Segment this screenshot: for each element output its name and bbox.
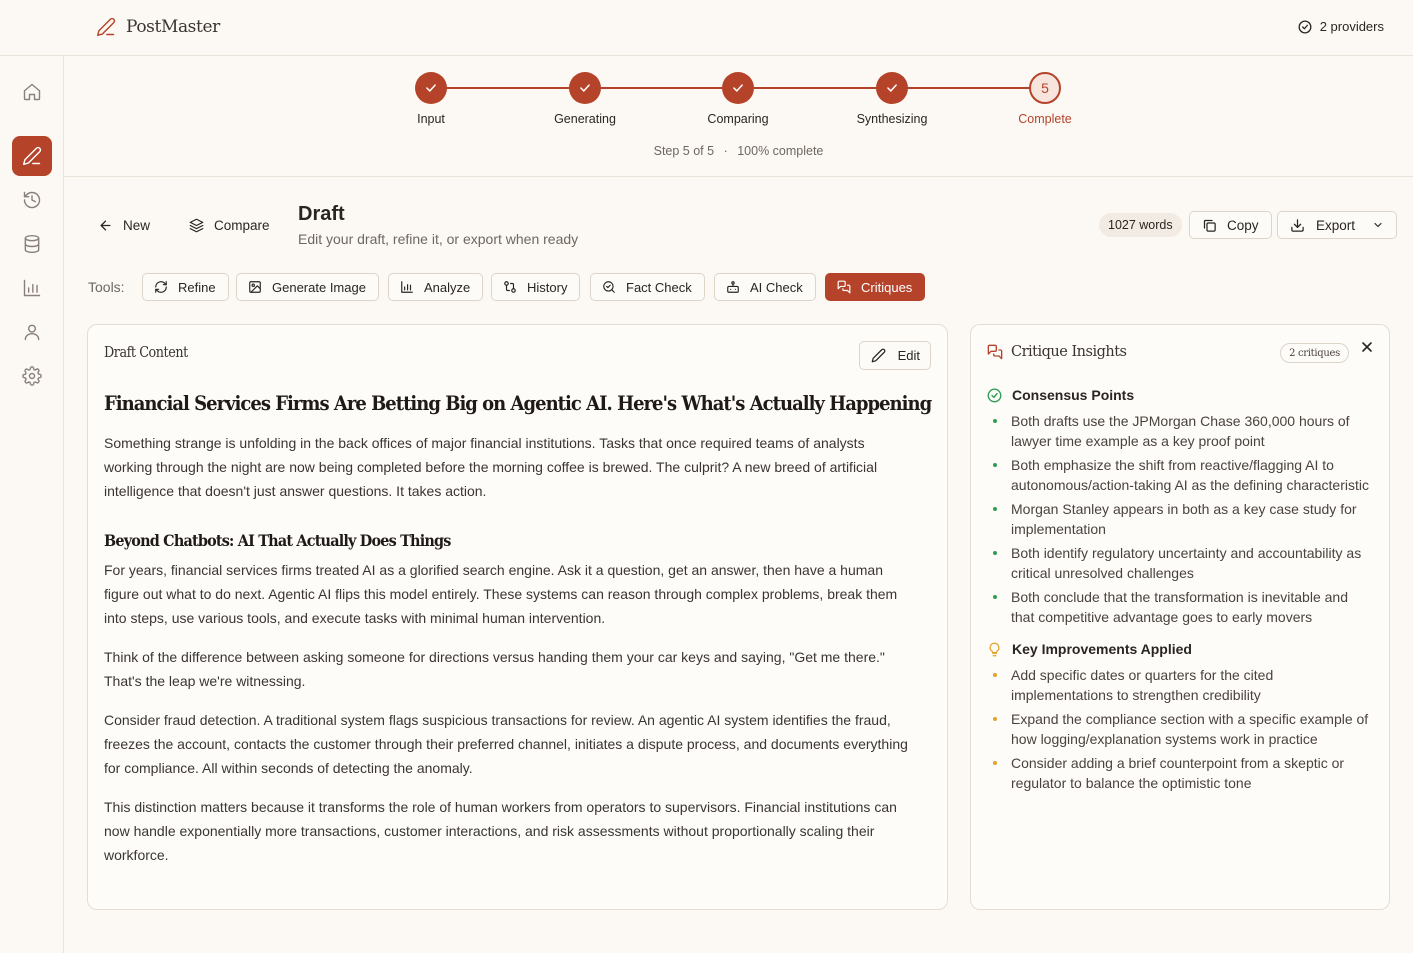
search-check-icon — [602, 280, 616, 294]
new-button[interactable] — [98, 212, 150, 238]
critique-header — [987, 344, 1126, 360]
check-circle-icon — [1298, 20, 1312, 34]
sidebar-item-home[interactable] — [12, 72, 52, 112]
tool-label: Critiques — [861, 279, 913, 295]
article-paragraph: Something strange is unfolding in the back offices of major financial institutions. Tasks that once required teams of analysts working through the night are now being completed before the morning coffee is brewed. The culprit? A new breed of artificial intelligence that doesn't just answer questions. It takes action. — [104, 435, 878, 499]
critique-insights-panel — [970, 324, 1390, 910]
bar-chart-icon — [400, 280, 414, 294]
critique-scroll-area[interactable] — [987, 387, 1372, 839]
separator: · — [723, 144, 728, 158]
layers-icon — [189, 218, 204, 233]
providers-status[interactable] — [1298, 19, 1384, 34]
sidebar-item-profile[interactable] — [12, 312, 52, 352]
step-status — [64, 144, 1413, 158]
compare-button[interactable] — [189, 212, 270, 238]
close-button[interactable] — [1359, 339, 1375, 355]
messages-icon — [837, 280, 851, 294]
draft-card-title: Draft Content — [104, 345, 188, 361]
check-icon — [424, 81, 438, 95]
improvements-list — [987, 665, 1372, 793]
tools-label: Tools: — [88, 279, 125, 295]
list-item: Both conclude that the transformation is inevitable and that competitive advantage goes to early movers — [987, 587, 1372, 627]
step-synthesizing — [832, 72, 952, 126]
download-icon — [1290, 218, 1305, 233]
article-paragraph: For years, financial services firms treated AI as a glorified search engine. Ask it a question, get an answer, then have a human figure out what to do next. Agentic AI flips this model entirely. These systems can reason through complex problems, break them into steps, use various tools, and execute tasks with minimal human intervention. — [104, 562, 898, 626]
tool-fact-check-button[interactable] — [590, 273, 705, 301]
tool-refine-button[interactable] — [142, 273, 229, 301]
improvements-heading — [987, 641, 1372, 657]
page-title: Draft — [298, 203, 345, 225]
check-icon — [731, 81, 745, 95]
lightbulb-icon — [987, 642, 1002, 657]
critique-count-badge: 2 critiques — [1280, 343, 1349, 363]
article-paragraph: Think of the difference between asking someone for directions versus handing them your car keys and saying, "Get me there." That's the leap we're witnessing. — [104, 649, 885, 689]
word-count-badge: 1027 words — [1099, 213, 1182, 237]
consensus-list — [987, 411, 1372, 627]
step-input — [371, 72, 491, 126]
history-icon — [22, 190, 42, 210]
sidebar — [0, 56, 64, 953]
chevron-down-icon — [1372, 219, 1384, 231]
critique-title: Critique Insights — [1011, 344, 1127, 360]
bot-icon — [726, 280, 740, 294]
tool-ai-check-button[interactable] — [714, 273, 816, 301]
improvements-title: Key Improvements Applied — [1012, 641, 1192, 657]
sidebar-item-database[interactable] — [12, 224, 52, 264]
copy-button[interactable] — [1189, 211, 1272, 239]
article-paragraph: Consider fraud detection. A traditional system flags suspicious transactions for review. An agentic AI system identifies the fraud, freezes the account, contacts the customer through their preferred channel, initiates a dispute process, and documents everything for compliance. All within seconds of detecting the anomaly. — [104, 712, 908, 776]
step-label: Comparing — [707, 112, 769, 126]
tool-generate-image-button[interactable] — [236, 273, 379, 301]
draft-content-card — [87, 324, 948, 910]
step-current-circle: 5 — [1029, 72, 1061, 104]
tool-label: AI Check — [750, 279, 803, 295]
git-compare-icon — [503, 280, 517, 294]
tool-analyze-button[interactable] — [388, 273, 483, 301]
bar-chart-icon — [22, 278, 42, 298]
step-generating — [525, 72, 645, 126]
arrow-left-icon — [98, 218, 113, 233]
copy-label: Copy — [1227, 217, 1259, 233]
user-icon — [22, 322, 42, 342]
refresh-icon — [154, 280, 168, 294]
sidebar-item-settings[interactable] — [12, 356, 52, 396]
tool-label: Generate Image — [272, 279, 366, 295]
copy-icon — [1202, 218, 1217, 233]
providers-label: 2 providers — [1319, 19, 1384, 34]
step-done-circle — [722, 72, 754, 104]
list-item: Both identify regulatory uncertainty and accountability as critical unresolved challenges — [987, 543, 1372, 583]
step-label: Generating — [554, 112, 616, 126]
step-done-circle — [569, 72, 601, 104]
messages-icon — [987, 344, 1003, 360]
sidebar-item-history[interactable] — [12, 180, 52, 220]
consensus-heading — [987, 387, 1372, 403]
tool-label: Refine — [178, 279, 216, 295]
check-icon — [885, 81, 899, 95]
pencil-icon — [871, 348, 886, 363]
list-item: Consider adding a brief counterpoint from a skeptic or regulator to balance the optimistic tone — [987, 753, 1372, 793]
tool-history-button[interactable] — [491, 273, 580, 301]
check-circle-icon — [987, 388, 1002, 403]
new-label: New — [123, 217, 151, 233]
close-icon — [1359, 339, 1375, 355]
list-item: Both emphasize the shift from reactive/flagging AI to autonomous/action-taking AI as the defining characteristic — [987, 455, 1372, 495]
edit-button[interactable] — [859, 341, 931, 370]
step-done-circle — [876, 72, 908, 104]
article-body[interactable] — [104, 391, 932, 882]
step-label: Synthesizing — [856, 112, 928, 126]
step-count: Step 5 of 5 — [653, 144, 715, 158]
progress-percent: 100% complete — [737, 144, 824, 158]
list-item: Add specific dates or quarters for the cited implementations to strengthen credibility — [987, 665, 1372, 705]
image-icon — [248, 280, 262, 294]
brand[interactable] — [96, 17, 220, 37]
edit-label: Edit — [897, 348, 920, 363]
sidebar-item-analytics[interactable] — [12, 268, 52, 308]
step-done-circle — [415, 72, 447, 104]
tool-label: History — [527, 279, 568, 295]
export-label: Export — [1316, 217, 1356, 233]
page-subtitle: Edit your draft, refine it, or export when ready — [298, 231, 579, 247]
top-bar — [0, 0, 1413, 56]
article-headline: Financial Services Firms Are Betting Big on Agentic AI. Here's What's Actually Happening — [104, 391, 932, 415]
article-paragraph: This distinction matters because it transforms the role of human workers from operators to supervisors. Financial institutions can now handle exponentially more transactions, customer interactions, and risk assessments without proportionally scaling their workforce. — [104, 799, 897, 863]
gear-icon — [22, 366, 42, 386]
article-section-heading: Beyond Chatbots: AI That Actually Does Things — [104, 531, 451, 550]
export-dropdown[interactable] — [1277, 211, 1397, 239]
list-item: Morgan Stanley appears in both as a key case study for implementation — [987, 499, 1372, 539]
step-label: Complete — [1018, 112, 1072, 126]
app-name: PostMaster — [126, 17, 220, 37]
pen-icon — [96, 17, 116, 37]
tool-label: Analyze — [424, 279, 471, 295]
step-comparing — [678, 72, 798, 126]
tool-critiques-button[interactable] — [825, 273, 925, 301]
step-label: Input — [417, 112, 445, 126]
list-item: Both drafts use the JPMorgan Chase 360,000 hours of lawyer time example as a key proof point — [987, 411, 1372, 451]
tool-label: Fact Check — [626, 279, 692, 295]
check-icon — [578, 81, 592, 95]
list-item: Expand the compliance section with a specific example of how logging/explanation systems work in practice — [987, 709, 1372, 749]
database-icon — [22, 234, 42, 254]
consensus-title: Consensus Points — [1012, 387, 1135, 403]
compare-label: Compare — [214, 217, 270, 233]
sidebar-item-compose[interactable] — [12, 136, 52, 176]
home-icon — [22, 82, 42, 102]
pen-icon — [22, 146, 42, 166]
step-complete — [985, 72, 1105, 126]
progress-stepper — [64, 56, 1413, 177]
